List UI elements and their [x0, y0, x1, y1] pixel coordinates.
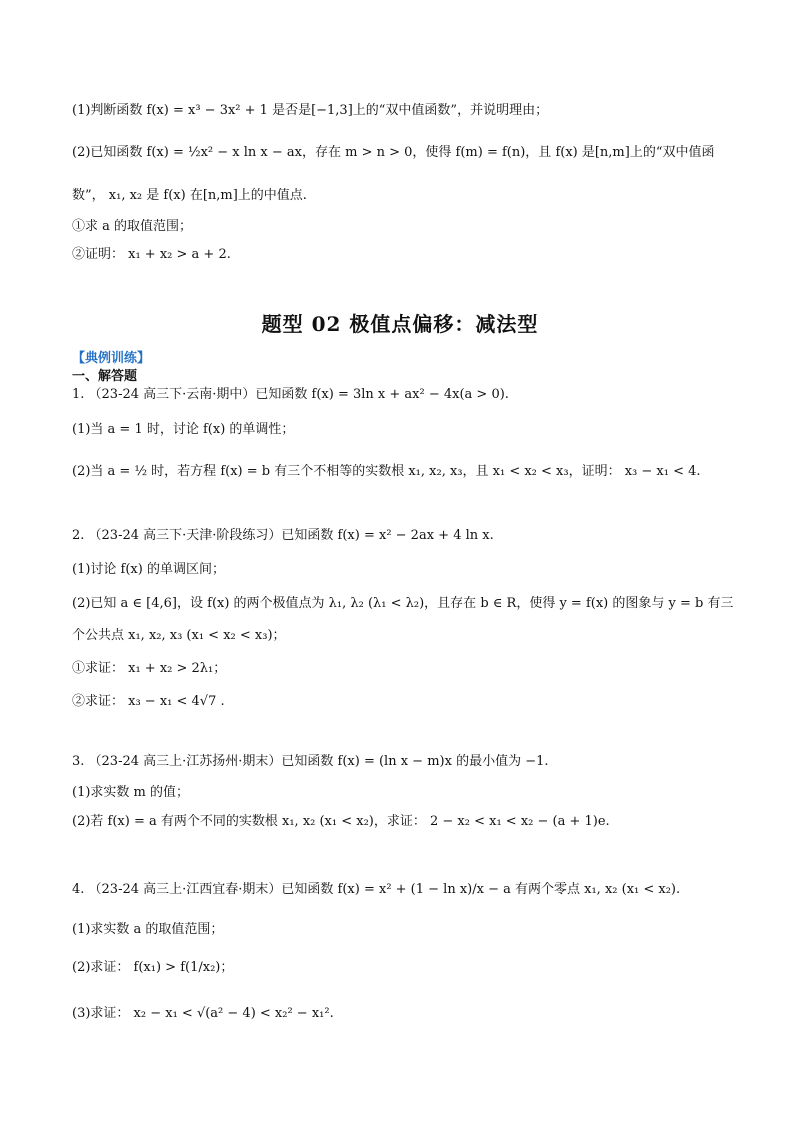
section-title: 题型 02 极值点偏移：减法型 [261, 312, 539, 336]
problem-2-stem: 2. （23-24 高三下·天津·阶段练习）已知函数 f(x) = x² − 2ax + 4 ln x. [72, 528, 494, 543]
intro-part-1: (1)判断函数 f(x) = x³ − 3x² + 1 是否是[−1,3]上的“双中值函数”，并说明理由； [72, 103, 549, 118]
problem-1-part-2: (2)当 a = ½ 时，若方程 f(x) = b 有三个不相等的实数根 x₁, x₂, x₃，且 x₁ < x₂ < x₃，证明： x₃ − x₁ < 4. [72, 464, 701, 479]
problem-4-part-2: (2)求证： f(x₁) > f(1/x₂)； [72, 960, 234, 975]
example-tag: 【典例训练】 [72, 351, 151, 366]
problem-4-stem: 4. （23-24 高三上·江西宜春·期末）已知函数 f(x) = x² + (1 − ln x)/x − a 有两个零点 x₁, x₂ (x₁ < x₂). [72, 882, 681, 897]
intro-part-2-continued: 数”， x₁, x₂ 是 f(x) 在[n,m]上的中值点. [72, 188, 307, 203]
intro-part-2: (2)已知函数 f(x) = ½x² − x ln x − ax，存在 m > n > 0，使得 f(m) = f(n)，且 f(x) 是[n,m]上的“双中值函 [72, 145, 715, 160]
problem-4-part-3: (3)求证： x₂ − x₁ < √(a² − 4) < x₂² − x₁². [72, 1006, 334, 1021]
problem-1-part-1: (1)当 a = 1 时，讨论 f(x) 的单调性； [72, 422, 295, 437]
problem-2-part-2: (2)已知 a ∈ [4,6]，设 f(x) 的两个极值点为 λ₁, λ₂ (λ₁ < λ₂)，且存在 b ∈ R，使得 y = f(x) 的图象与 y = b 有三 [72, 596, 734, 611]
problem-1-stem: 1. （23-24 高三下·云南·期中）已知函数 f(x) = 3ln x + ax² − 4x(a > 0). [72, 387, 509, 402]
subsection-title: 一、解答题 [72, 369, 138, 384]
problem-3-part-2: (2)若 f(x) = a 有两个不同的实数根 x₁, x₂ (x₁ < x₂)，求证： 2 − x₂ < x₁ < x₂ − (a + 1)e. [72, 814, 610, 829]
problem-2-subpart-2: ②求证： x₃ − x₁ < 4√7 . [72, 694, 225, 709]
problem-2-part-2-continued: 个公共点 x₁, x₂, x₃ (x₁ < x₂ < x₃)； [72, 628, 286, 643]
problem-2-part-1: (1)讨论 f(x) 的单调区间； [72, 562, 225, 577]
problem-3-part-1: (1)求实数 m 的值； [72, 785, 190, 800]
problem-4-part-1: (1)求实数 a 的取值范围； [72, 922, 224, 937]
intro-subpart-1: ①求 a 的取值范围； [72, 219, 193, 234]
intro-subpart-2: ②证明： x₁ + x₂ > a + 2. [72, 247, 231, 262]
problem-3-stem: 3. （23-24 高三上·江苏扬州·期末）已知函数 f(x) = (ln x − m)x 的最小值为 −1. [72, 754, 549, 769]
problem-2-subpart-1: ①求证： x₁ + x₂ > 2λ₁； [72, 661, 227, 676]
